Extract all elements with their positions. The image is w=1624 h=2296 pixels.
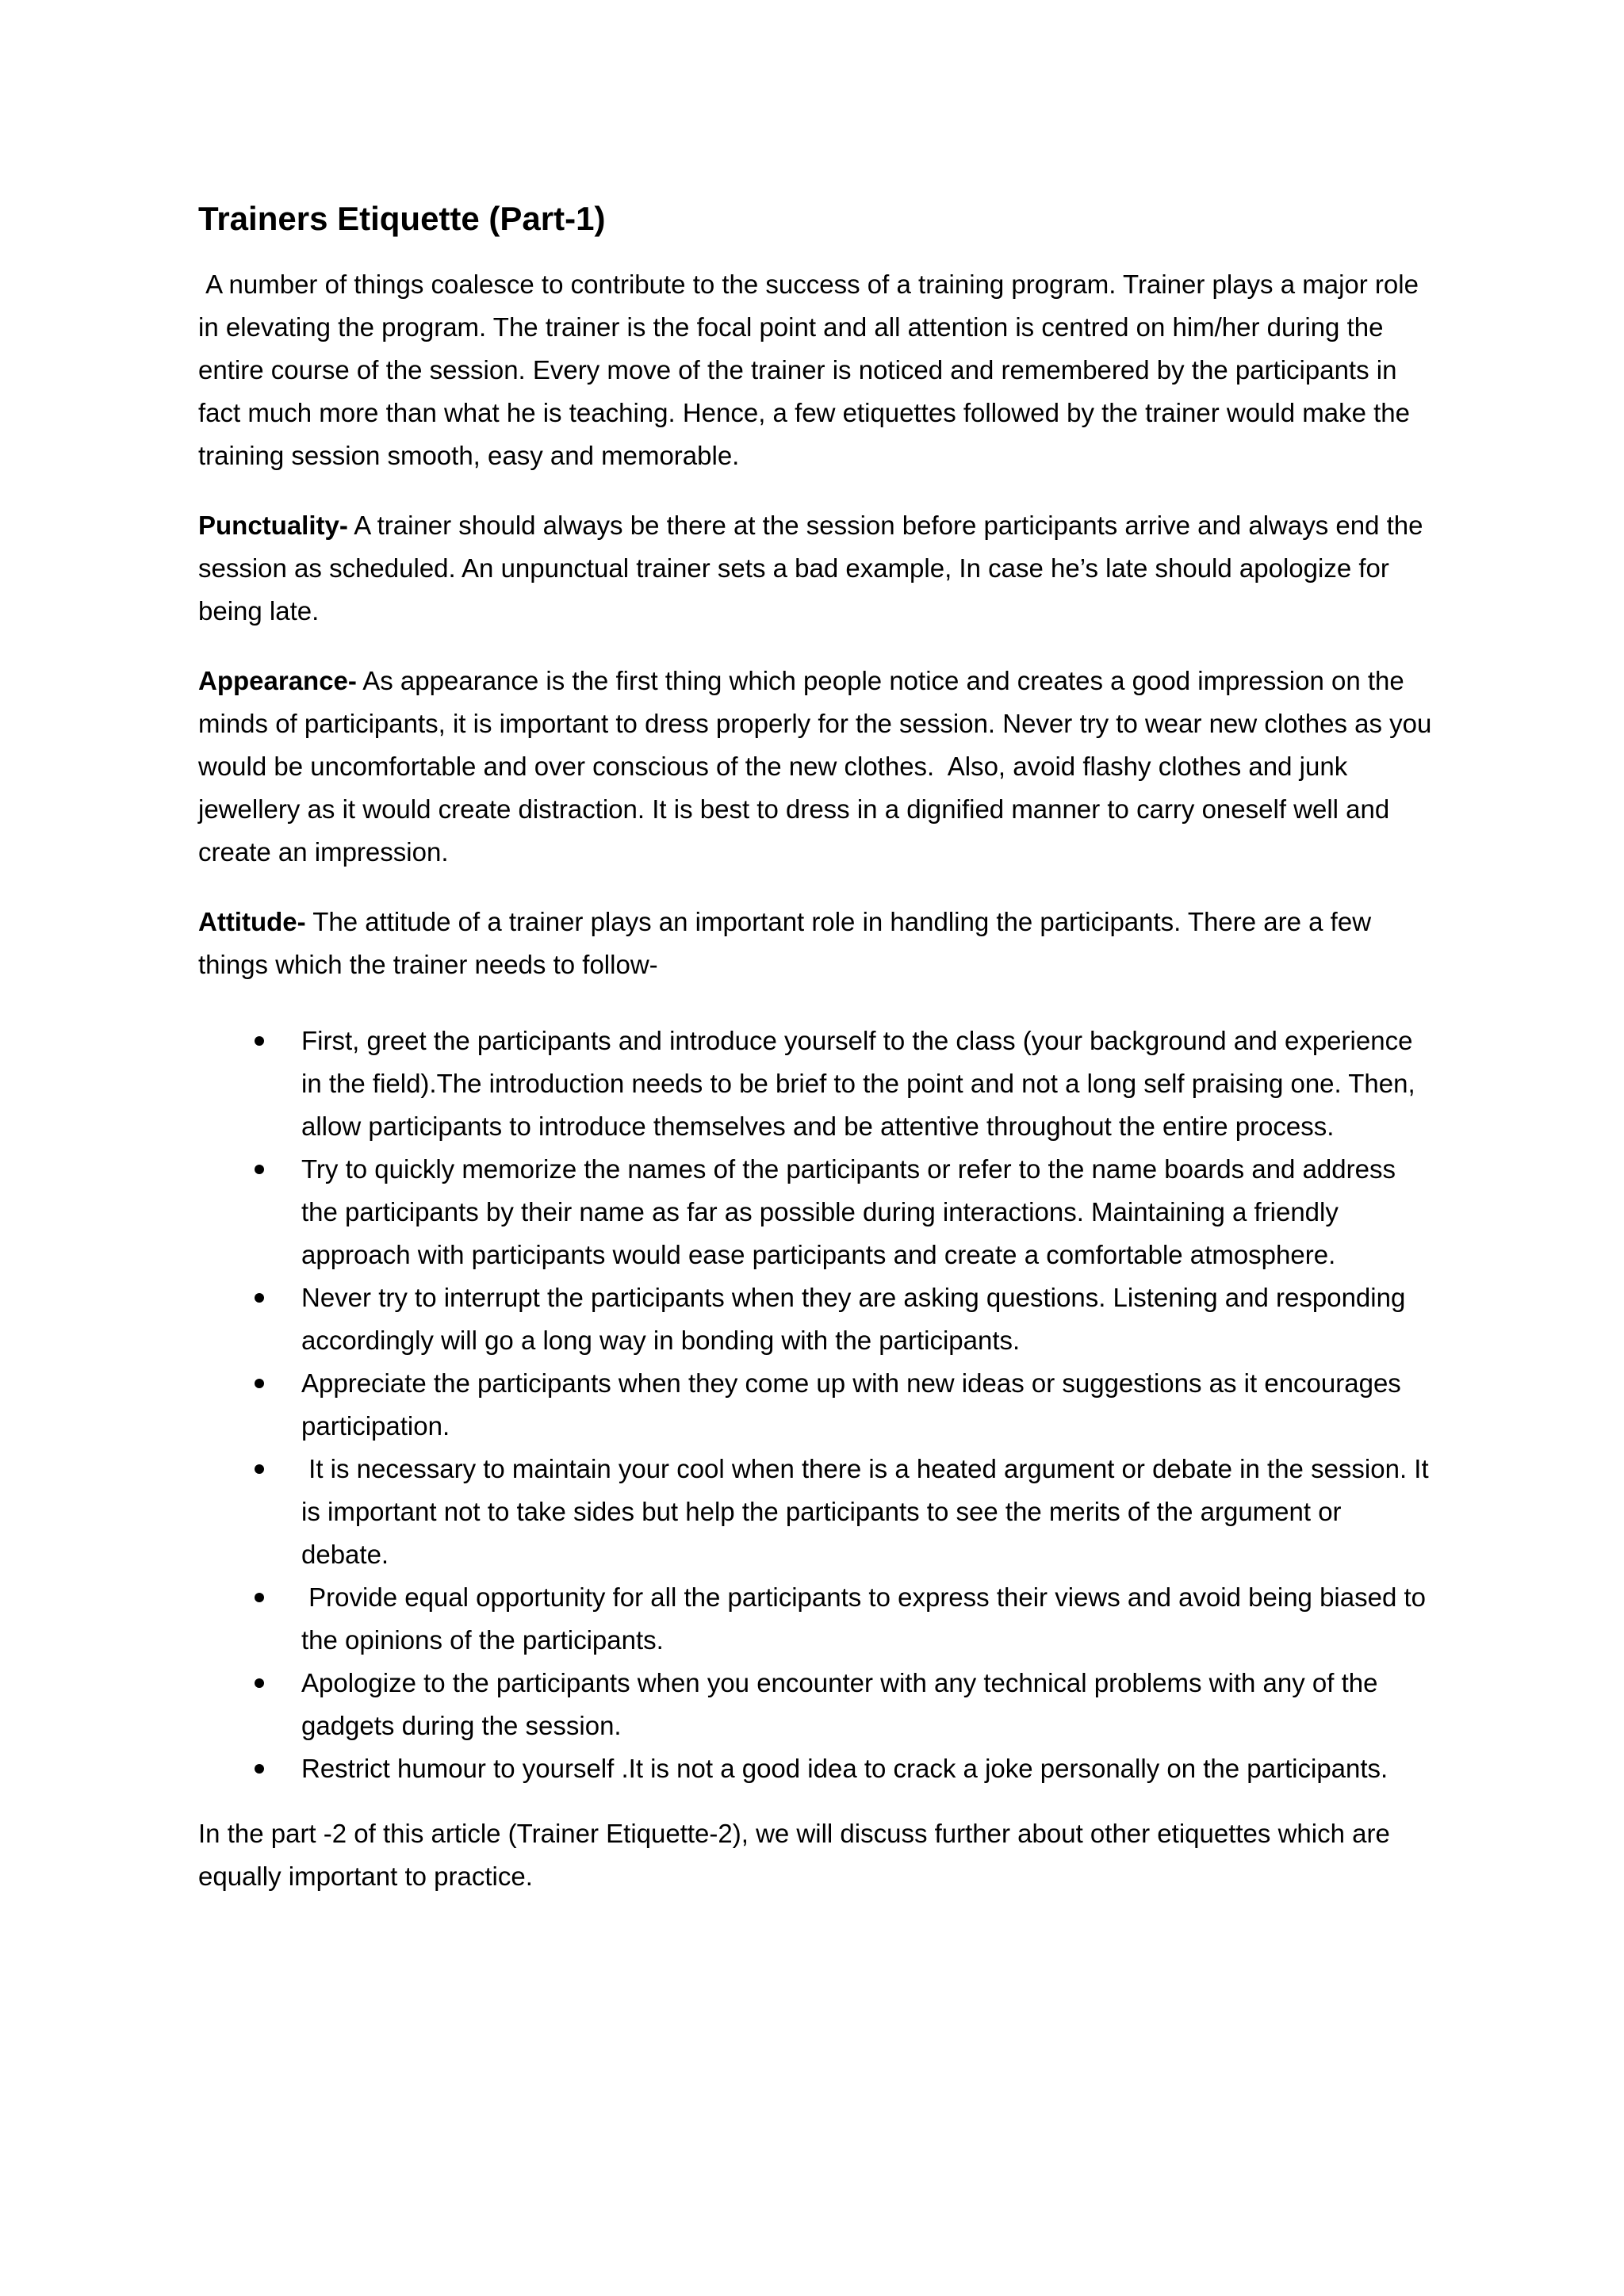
bullet-text: Appreciate the participants when they come up with new ideas or suggestions as it encourages participation.	[301, 1368, 1408, 1441]
punctuality-text: A trainer should always be there at the session before participants arrive and always end the session as scheduled. An unpunctual trainer sets a bad example, In case he’s late should apologize for being late.	[198, 511, 1431, 626]
bullet-text: Never try to interrupt the participants when they are asking questions. Listening and responding accordingly will go a long way in bonding with the participants.	[301, 1283, 1413, 1355]
punctuality-paragraph	[198, 504, 1435, 633]
bullet-icon	[255, 1464, 264, 1474]
document-title: Trainers Etiquette (Part-1)	[198, 200, 606, 237]
bullet-text: Apologize to the participants when you encounter with any technical problems with any of the gadgets during the session.	[301, 1668, 1385, 1740]
list-item	[198, 1148, 1435, 1276]
intro-paragraph: A number of things coalesce to contribute to the success of a training program. Trainer plays a major role in elevating the program. The trainer is the focal point and all attention is centred on him/her during the entire course of the session. Every move of the trainer is noticed and remembered by the participants in fact much more than what he is teaching. Hence, a few etiquettes followed by the trainer would make the training session smooth, easy and memorable.	[198, 270, 1427, 470]
attitude-text: The attitude of a trainer plays an important role in handling the participants. There are a few things which the trainer needs to follow-	[198, 907, 1379, 979]
bullet-icon	[255, 1293, 264, 1303]
appearance-paragraph	[198, 660, 1439, 874]
bullet-text: Try to quickly memorize the names of the participants or refer to the name boards and address the participants by their name as far as possible during interactions. Maintaining a friendly approach with participants would ease participants and create a comfortable atmosphere.	[301, 1154, 1404, 1269]
bullet-text: First, greet the participants and introduce yourself to the class (your background and experience in the field).The introduction needs to be brief to the point and not a long self praising one. Then, allow participants to introduce themselves and be attentive throughout the entire process.	[301, 1026, 1423, 1141]
bullet-icon	[255, 1593, 264, 1602]
appearance-label: Appearance-	[198, 666, 357, 695]
bullet-text: Restrict humour to yourself .It is not a good idea to crack a joke personally on the participants.	[301, 1754, 1388, 1783]
attitude-paragraph	[198, 901, 1435, 986]
list-item	[198, 1448, 1435, 1576]
list-item	[198, 1662, 1435, 1747]
bullet-text: It is necessary to maintain your cool when there is a heated argument or debate in the session. It is important not to take sides but help the participants to see the merits of the argument or debate.	[301, 1454, 1436, 1569]
list-item	[198, 1576, 1435, 1662]
bullet-icon	[255, 1764, 264, 1774]
list-item	[198, 1276, 1435, 1362]
attitude-label: Attitude-	[198, 907, 306, 936]
bullet-text: Provide equal opportunity for all the participants to express their views and avoid being biased to the opinions of the participants.	[301, 1582, 1434, 1655]
document-body	[198, 195, 1439, 1925]
list-item	[198, 1362, 1435, 1448]
closing-paragraph: In the part -2 of this article (Trainer Etiquette-2), we will discuss further about other etiquettes which are equally important to practice.	[198, 1819, 1390, 1891]
bullet-icon	[255, 1036, 264, 1046]
attitude-bullet-list	[198, 1020, 1435, 1790]
bullet-icon	[255, 1379, 264, 1388]
appearance-text: As appearance is the first thing which people notice and creates a good impression on the minds of participants, it is important to dress properly for the session. Never try to wear new clothes as you would be uncomfortable and over conscious of the new clothes. Also, avoid flashy clothes and junk jewellery as it would create distraction. It is best to dress in a dignified manner to carry oneself well and create an impression.	[198, 666, 1439, 867]
bullet-icon	[255, 1165, 264, 1174]
punctuality-label: Punctuality-	[198, 511, 348, 540]
bullet-icon	[255, 1678, 264, 1688]
list-item	[198, 1747, 1435, 1790]
list-item	[198, 1020, 1435, 1148]
